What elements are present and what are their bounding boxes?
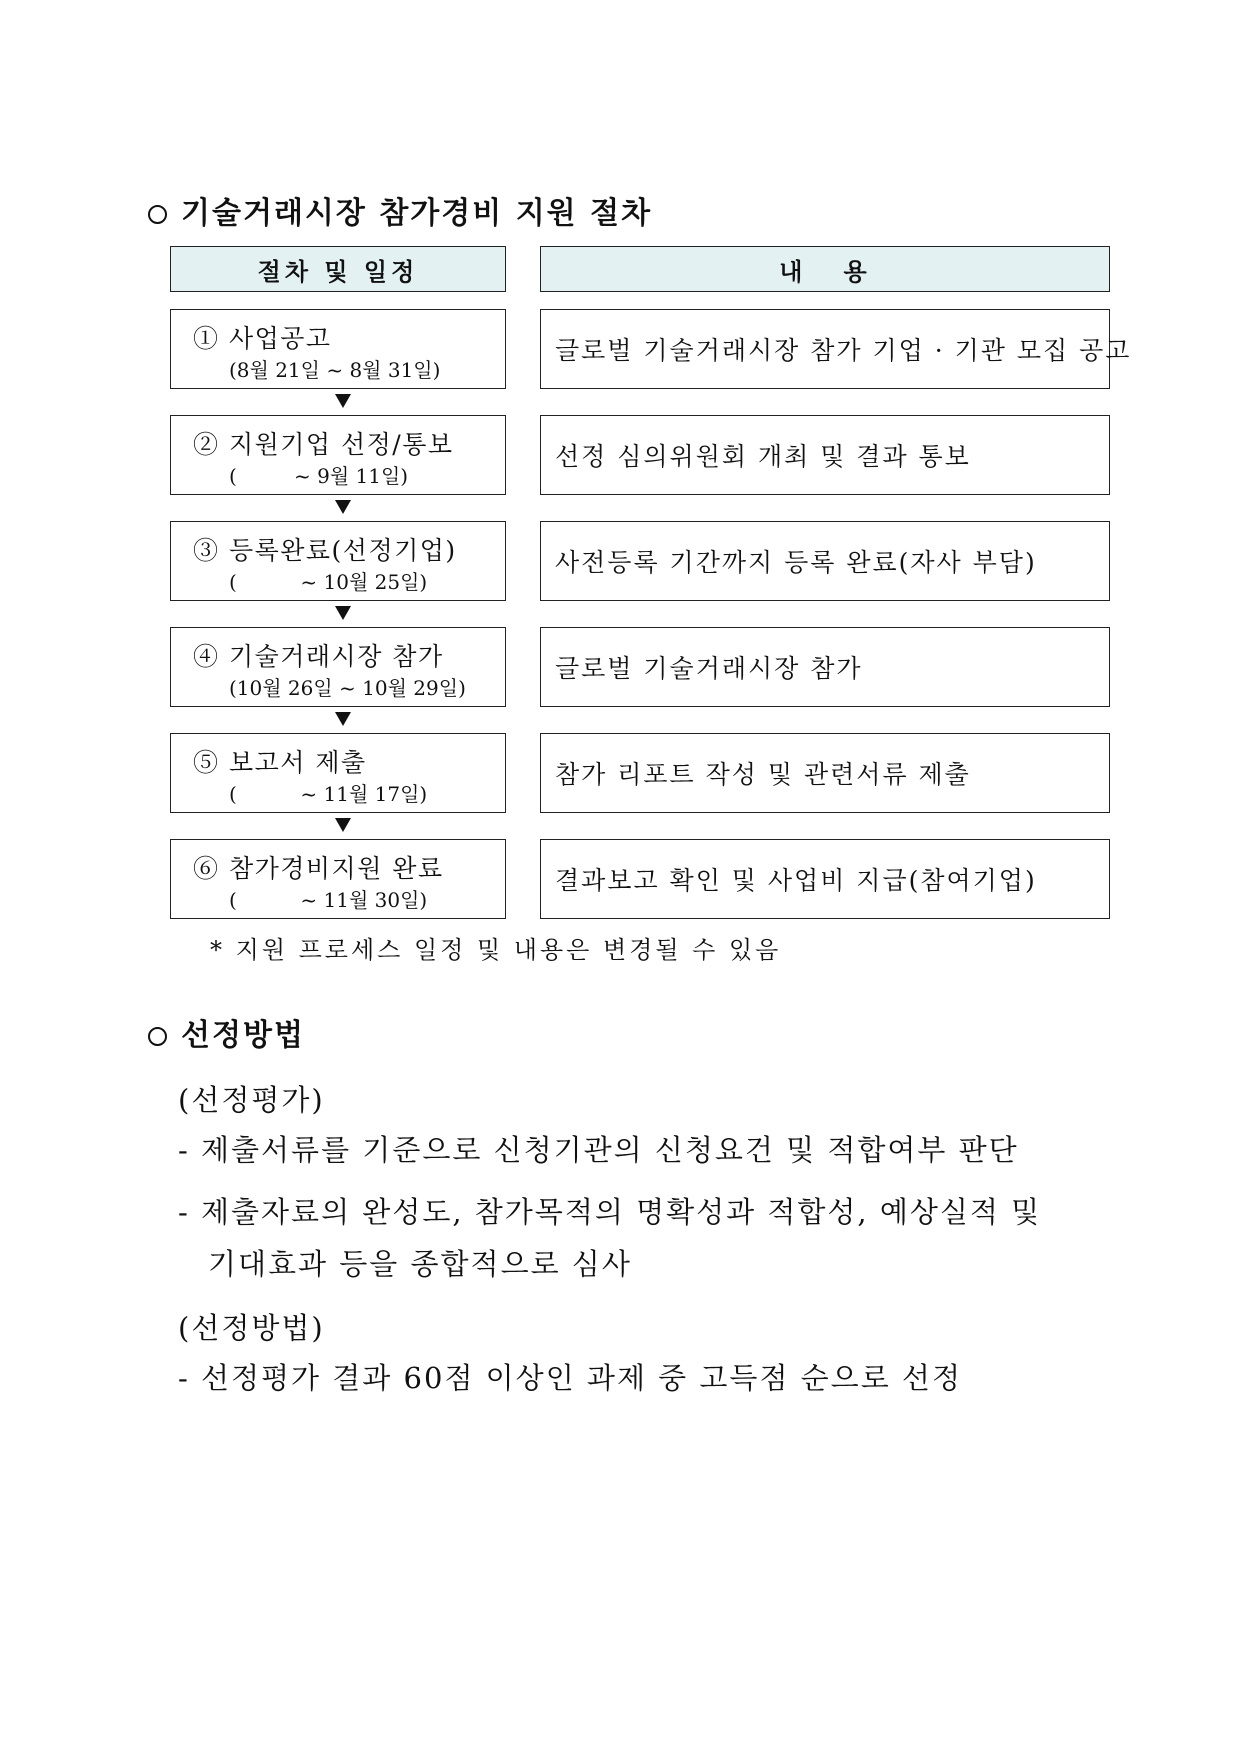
- step-box-5: [170, 733, 506, 813]
- section-title-procedure: [148, 188, 652, 232]
- step-title: ① 사업공고: [193, 324, 332, 353]
- step-title: ④ 기술거래시장 참가: [193, 642, 444, 671]
- step-content-1: 글로벌 기술거래시장 참가 기업 · 기관 모집 공고: [540, 309, 1110, 389]
- step-title: ⑥ 참가경비지원 완료: [193, 854, 444, 883]
- method-label: (선정방법): [178, 1311, 325, 1345]
- method-item-1: - 선정평가 결과 60점 이상인 과제 중 고득점 순으로 선정: [178, 1361, 962, 1395]
- down-arrow-icon: [335, 606, 351, 620]
- step-content-6: 결과보고 확인 및 사업비 지급(참여기업): [540, 839, 1110, 919]
- step-box-3: [170, 521, 506, 601]
- eval-item-2-line-1: - 제출자료의 완성도, 참가목적의 명확성과 적합성, 예상실적 및: [178, 1195, 1042, 1229]
- step-box-6: [170, 839, 506, 919]
- step-box-1: [170, 309, 506, 389]
- eval-label: (선정평가): [178, 1083, 325, 1117]
- step-date: ( ~ 9월 11일): [229, 464, 409, 488]
- footnote: * 지원 프로세스 일정 및 내용은 변경될 수 있음: [210, 936, 782, 964]
- down-arrow-icon: [335, 712, 351, 726]
- step-date: (8월 21일 ~ 8월 31일): [229, 358, 441, 382]
- section-title-text: 선정방법: [181, 1018, 305, 1053]
- step-content-5: 참가 리포트 작성 및 관련서류 제출: [540, 733, 1110, 813]
- section-title-text: 기술거래시장 참가경비 지원 절차: [181, 196, 653, 231]
- header-schedule: 절차 및 일정: [170, 246, 506, 292]
- step-title: ⑤ 보고서 제출: [193, 748, 367, 777]
- down-arrow-icon: [335, 818, 351, 832]
- step-box-4: [170, 627, 506, 707]
- step-date: ( ~ 10월 25일): [229, 570, 428, 594]
- eval-item-1: - 제출서류를 기준으로 신청기관의 신청요건 및 적합여부 판단: [178, 1133, 1019, 1167]
- step-content-3: 사전등록 기간까지 등록 완료(자사 부담): [540, 521, 1110, 601]
- step-content-2: 선정 심의위원회 개최 및 결과 통보: [540, 415, 1110, 495]
- step-date: ( ~ 11월 17일): [229, 782, 428, 806]
- down-arrow-icon: [335, 500, 351, 514]
- step-title: ③ 등록완료(선정기업): [193, 536, 457, 565]
- step-content-4: 글로벌 기술거래시장 참가: [540, 627, 1110, 707]
- circle-bullet-icon: [148, 1027, 167, 1046]
- section-title-selection: [148, 1010, 305, 1054]
- eval-item-2-line-2: 기대효과 등을 종합적으로 심사: [208, 1247, 632, 1281]
- header-content: 내 용: [540, 246, 1110, 292]
- down-arrow-icon: [335, 394, 351, 408]
- step-date: (10월 26일 ~ 10월 29일): [229, 676, 466, 700]
- circle-bullet-icon: [148, 205, 167, 224]
- step-date: ( ~ 11월 30일): [229, 888, 428, 912]
- step-title: ② 지원기업 선정/통보: [193, 430, 454, 459]
- step-box-2: [170, 415, 506, 495]
